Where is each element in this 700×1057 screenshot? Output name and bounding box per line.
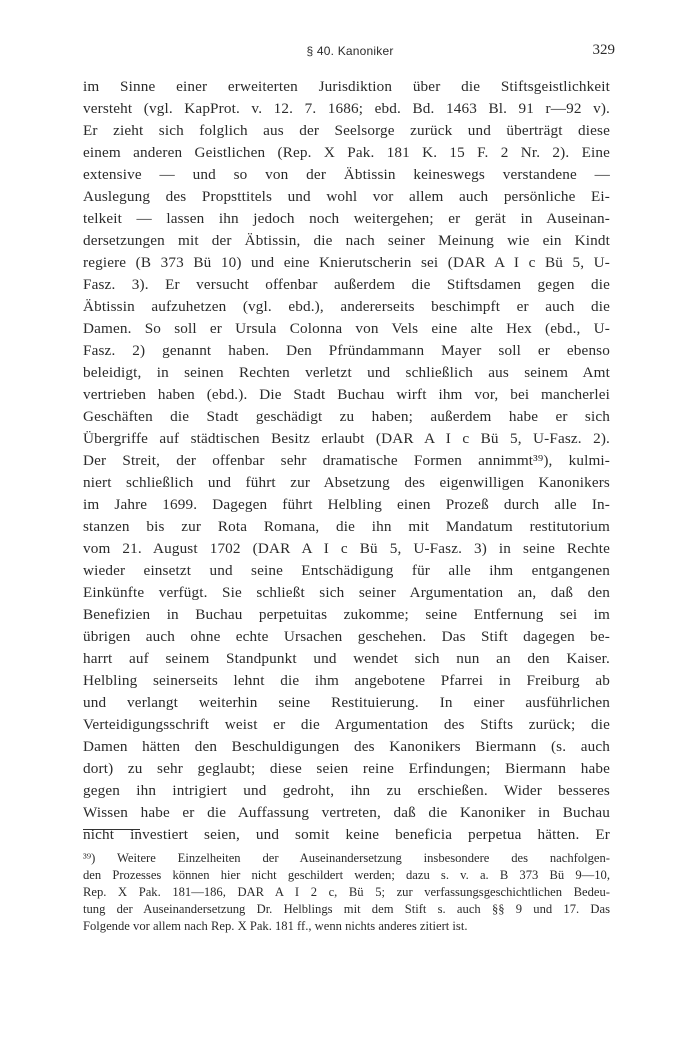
body-line: Der Streit, der offenbar sehr dramatische Formen annimmt³⁹), kulmi- xyxy=(83,452,610,469)
body-line: Geschäften die Stadt geschädigt zu haben; außerdem habe er sich xyxy=(83,408,610,425)
body-line: vertrieben haben (ebd.). Die Stadt Buchau wirft ihm vor, bei mancherlei xyxy=(83,386,610,403)
footnote-rule xyxy=(83,829,140,830)
body-line: versteht (vgl. KapProt. v. 12. 7. 1686; ebd. Bd. 1463 Bl. 91 r—92 v). xyxy=(83,100,610,117)
footnote-line: ³⁹) Weitere Einzelheiten der Auseinandersetzung insbesondere des nachfolgen- xyxy=(83,851,610,865)
body-line: stanzen bis zur Rota Romana, die ihn mit Mandatum restitutorium xyxy=(83,518,610,535)
body-line: im Sinne einer erweiterten Jurisdiktion über die Stiftsgeistlichkeit xyxy=(83,78,610,95)
body-line: Helbling seinerseits lehnt die ihm angebotene Pfarrei in Freiburg ab xyxy=(83,672,610,689)
body-line: Er zieht sich folglich aus der Seelsorge zurück und überträgt diese xyxy=(83,122,610,139)
body-line: dort) zu sehr geglaubt; diese seien reine Erfindungen; Biermann habe xyxy=(83,760,610,777)
body-line: extensive — und so von der Äbtissin keineswegs verstandene — xyxy=(83,166,610,183)
body-line: vom 21. August 1702 (DAR A I c Bü 5, U-Fasz. 3) in seine Rechte xyxy=(83,540,610,557)
body-line: Benefizien in Buchau perpetuitas zukomme; seine Entfernung sei im xyxy=(83,606,610,623)
body-line: telkeit — lassen ihn jedoch noch weitergehen; er gerät in Auseinan- xyxy=(83,210,610,227)
footnote-line: Rep. X Pak. 181—186, DAR A I 2 c, Bü 5; zur verfassungsgeschichtlichen Bedeu- xyxy=(83,885,610,899)
body-line: Auslegung des Propsttitels und wohl vor allem auch persönliche Ei- xyxy=(83,188,610,205)
running-head xyxy=(0,44,700,64)
body-line: Übergriffe auf städtischen Besitz erlaubt (DAR A I c Bü 5, U-Fasz. 2). xyxy=(83,430,610,447)
body-line: einem anderen Geistlichen (Rep. X Pak. 181 K. 15 F. 2 Nr. 2). Eine xyxy=(83,144,610,161)
body-line: dersetzungen mit der Äbtissin, die nach seiner Meinung wie ein Kindt xyxy=(83,232,610,249)
body-line: Verteidigungsschrift weist er die Argumentation des Stifts zurück; die xyxy=(83,716,610,733)
body-line: niert schließlich und führt zur Absetzung des eigenwilligen Kanonikers xyxy=(83,474,610,491)
body-line: Fasz. 2) genannt haben. Den Pfründammann Mayer soll er ebenso xyxy=(83,342,610,359)
footnote-line: Folgende vor allem nach Rep. X Pak. 181 ff., wenn nichts anderes zitiert ist. xyxy=(83,919,468,933)
body-line: nicht investiert seien, und somit keine beneficia perpetua hätten. Er xyxy=(83,826,610,843)
section-title: § 40. Kanoniker xyxy=(306,44,394,58)
body-line: Fasz. 3). Er versucht offenbar außerdem die Stiftsdamen gegen die xyxy=(83,276,610,293)
body-line: Äbtissin aufzuhetzen (vgl. ebd.), andererseits beschimpft er auch die xyxy=(83,298,610,315)
body-line: wieder einsetzt und seine Entschädigung für alle ihm entgangenen xyxy=(83,562,610,579)
body-line: im Jahre 1699. Dagegen führt Helbling einen Prozeß durch alle In- xyxy=(83,496,610,513)
body-line: harrt auf seinem Standpunkt und wendet sich nun an den Kaiser. xyxy=(83,650,610,667)
body-line: und verlangt weiterhin seine Restituierung. In einer ausführlichen xyxy=(83,694,610,711)
body-line: gegen ihn intrigiert und gedroht, ihn zu erschießen. Wider besseres xyxy=(83,782,610,799)
page-number: 329 xyxy=(592,42,615,58)
body-line: Damen. So soll er Ursula Colonna von Vels eine alte Hex (ebd., U- xyxy=(83,320,610,337)
body-line: regiere (B 373 Bü 10) und eine Knierutscherin sei (DAR A I c Bü 5, U- xyxy=(83,254,610,271)
footnote-line: den Prozesses können hier nicht geschildert werden; dazu s. v. a. B 373 Bü 9—10, xyxy=(83,868,610,882)
body-line: Damen hätten den Beschuldigungen des Kanonikers Biermann (s. auch xyxy=(83,738,610,755)
footnote-line: tung der Auseinandersetzung Dr. Helblings mit dem Stift s. auch §§ 9 und 17. Das xyxy=(83,902,610,916)
body-line: übrigen auch ohne echte Ursachen geschehen. Das Stift dagegen be- xyxy=(83,628,610,645)
body-line: Einkünfte verfügt. Sie schließt sich seiner Argumentation an, daß den xyxy=(83,584,610,601)
body-line: beleidigt, in seinen Rechten verletzt und schließlich aus seinem Amt xyxy=(83,364,610,381)
body-line: Wissen habe er die Auffassung vertreten, daß die Kanoniker in Buchau xyxy=(83,804,610,821)
